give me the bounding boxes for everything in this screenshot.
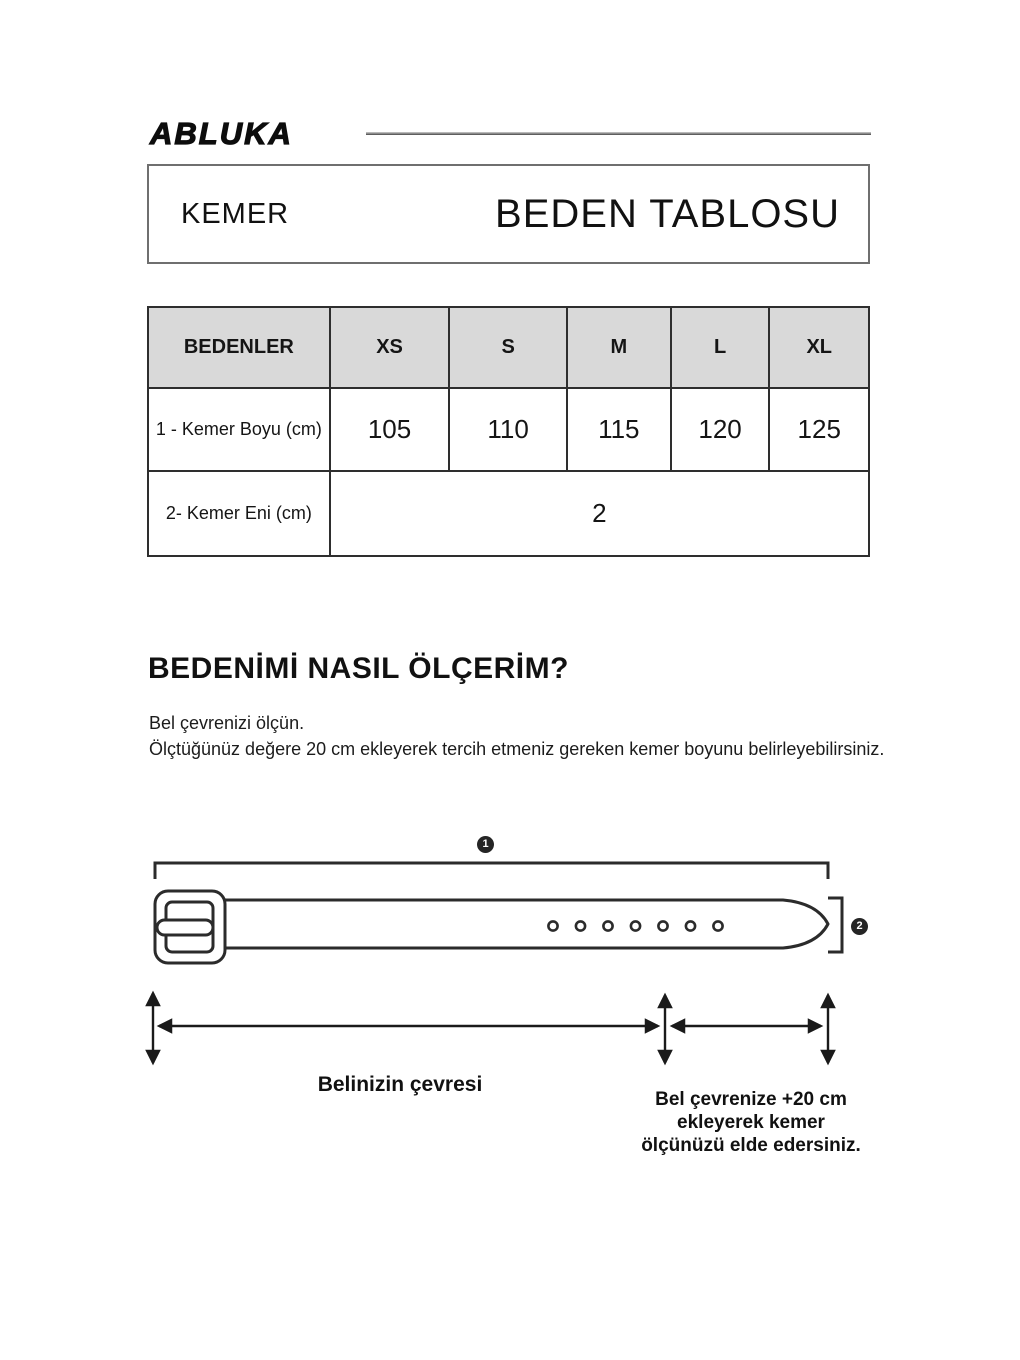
col-header-bedenler: BEDENLER — [148, 307, 330, 388]
belt-strap-outline — [213, 900, 828, 948]
section-heading: BEDENİMİ NASIL ÖLÇERİM? — [148, 652, 569, 685]
measure-arrows — [153, 993, 828, 1063]
instruction-line-1: Bel çevrenizi ölçün. — [149, 713, 305, 733]
belt-buckle — [155, 891, 225, 963]
logo-divider-line — [366, 132, 871, 135]
brand-logo: ABLUKA — [150, 116, 293, 151]
table-row-belt-length — [148, 388, 869, 471]
title-box — [147, 164, 870, 264]
product-name: KEMER — [181, 197, 290, 230]
instruction-line-2: Ölçtüğünüz değere 20 cm ekleyerek tercih etmeniz gereken kemer boyunu belirleyebilirsiniz. — [149, 739, 885, 759]
col-header-l: L — [671, 307, 770, 388]
value-s: 110 — [449, 388, 567, 471]
value-belt-width-merged: 2 — [330, 471, 869, 556]
belt-length-bracket — [155, 863, 828, 879]
value-xl: 125 — [769, 388, 869, 471]
row-label-belt-length: 1 - Kemer Boyu (cm) — [148, 388, 330, 471]
marker-1-badge: 1 — [477, 836, 494, 853]
marker-2-badge: 2 — [851, 918, 868, 935]
belt-diagram — [130, 830, 890, 1080]
col-header-xl: XL — [769, 307, 869, 388]
waist-measure-label: Belinizin çevresi — [317, 1073, 483, 1096]
value-l: 120 — [671, 388, 770, 471]
value-m: 115 — [567, 388, 671, 471]
table-header-row — [148, 307, 869, 388]
col-header-m: M — [567, 307, 671, 388]
col-header-s: S — [449, 307, 567, 388]
formula-line-1: Bel çevrenize +20 cm — [655, 1089, 847, 1110]
table-row-belt-width — [148, 471, 869, 556]
value-xs: 105 — [330, 388, 450, 471]
col-header-xs: XS — [330, 307, 450, 388]
formula-line-2: ekleyerek kemer — [677, 1112, 825, 1133]
row-label-belt-width: 2- Kemer Eni (cm) — [148, 471, 330, 556]
page-title: BEDEN TABLOSU — [495, 191, 840, 236]
instructions — [149, 710, 884, 762]
size-table — [147, 306, 870, 557]
formula-line-3: ölçünüzü elde edersiniz. — [641, 1135, 861, 1156]
belt-width-bracket — [828, 898, 842, 952]
belt-size-formula-label — [636, 1088, 866, 1157]
